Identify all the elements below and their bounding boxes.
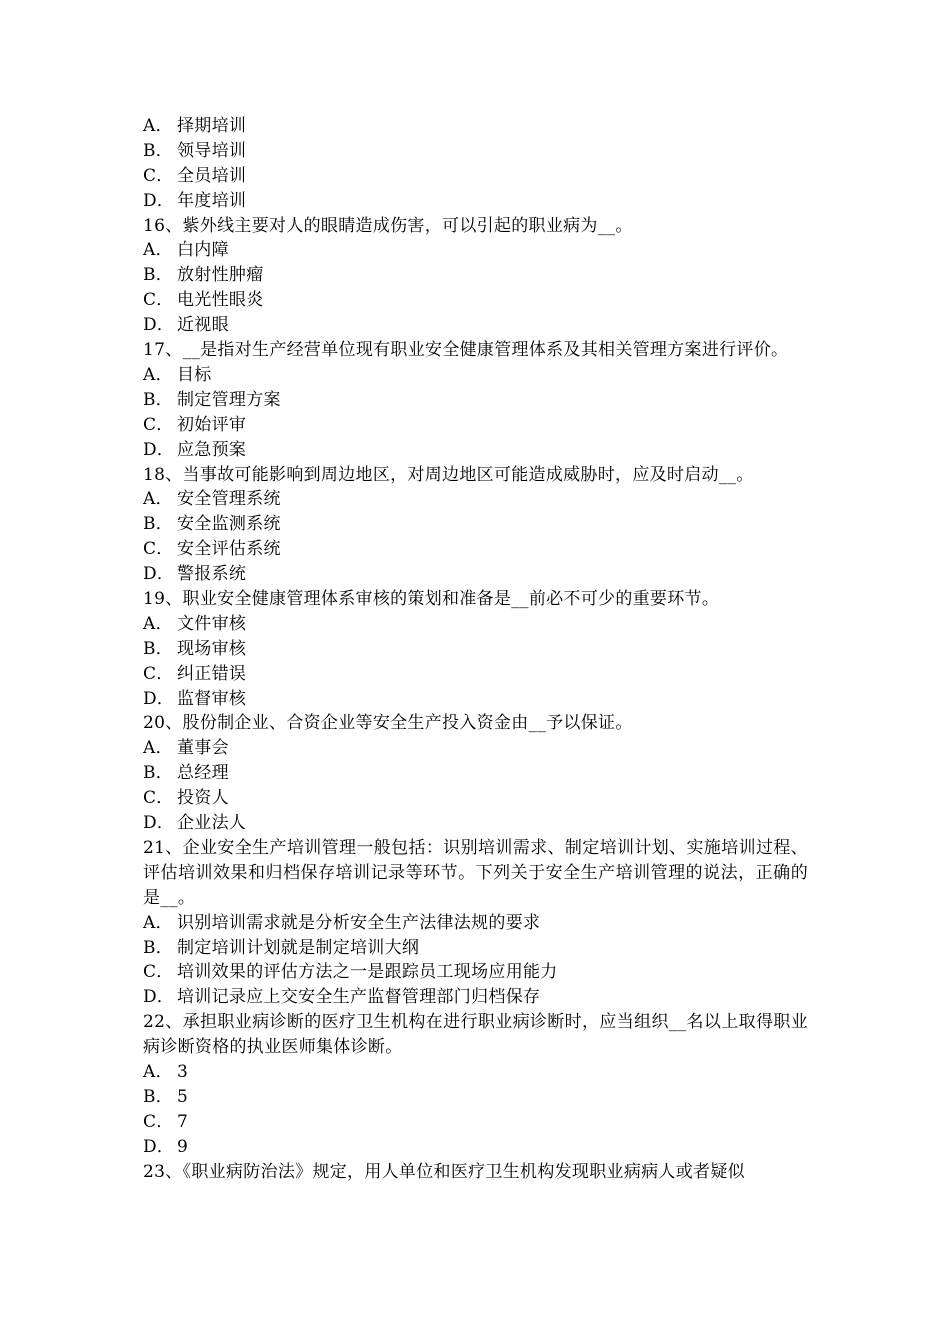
option-c bbox=[143, 288, 808, 313]
option-d bbox=[143, 1135, 808, 1160]
option-c bbox=[143, 413, 808, 438]
question-23 bbox=[143, 1160, 808, 1185]
question-19 bbox=[143, 587, 808, 711]
option-c bbox=[143, 662, 808, 687]
option-key: A． bbox=[143, 912, 173, 933]
option-key: A． bbox=[143, 613, 173, 634]
option-key: C． bbox=[143, 539, 174, 560]
option-a bbox=[143, 911, 808, 936]
question-text: 20、股份制企业、合资企业等安全生产投入资金由__予以保证。 bbox=[143, 713, 633, 734]
option-b bbox=[143, 761, 808, 786]
question-20 bbox=[143, 711, 808, 835]
option-c bbox=[143, 960, 808, 985]
option-d bbox=[143, 562, 808, 587]
option-text: 白内障 bbox=[177, 240, 229, 261]
option-key: D． bbox=[143, 1136, 175, 1157]
question-15-options bbox=[143, 114, 808, 214]
option-text: 初始评审 bbox=[177, 414, 247, 435]
option-text: 培训记录应上交安全生产监督管理部门归档保存 bbox=[177, 987, 541, 1008]
option-key: B． bbox=[143, 514, 174, 535]
option-key: A． bbox=[143, 240, 173, 261]
option-text: 制定培训计划就是制定培训大纲 bbox=[177, 937, 420, 958]
question-22 bbox=[143, 1010, 808, 1159]
option-text: 近视眼 bbox=[177, 315, 229, 336]
question-16 bbox=[143, 214, 808, 338]
option-key: A． bbox=[143, 1062, 173, 1082]
option-key: B． bbox=[143, 937, 174, 958]
option-15-b bbox=[143, 139, 808, 164]
question-text: 16、紫外线主要对人的眼睛造成伤害，可以引起的职业病为__。 bbox=[143, 215, 633, 236]
option-text: 择期培训 bbox=[177, 116, 247, 136]
option-text: 识别培训需求就是分析安全生产法律法规的要求 bbox=[177, 912, 541, 933]
option-a bbox=[143, 363, 808, 388]
option-text: 应急预案 bbox=[177, 439, 247, 460]
option-d bbox=[143, 687, 808, 712]
option-text: 培训效果的评估方法之一是跟踪员工现场应用能力 bbox=[177, 962, 558, 983]
option-d bbox=[143, 811, 808, 836]
option-15-c bbox=[143, 164, 808, 189]
option-text: 监督审核 bbox=[177, 688, 247, 709]
option-text: 企业法人 bbox=[177, 813, 247, 834]
option-d bbox=[143, 985, 808, 1010]
option-b bbox=[143, 512, 808, 537]
option-d bbox=[143, 313, 808, 338]
option-key: D． bbox=[143, 564, 175, 585]
option-key: D． bbox=[143, 315, 175, 336]
question-text: 21、企业安全生产培训管理一般包括：识别培训需求、制定培训计划、实施培训过程、评估培训效果和归档保存培训记录等环节。下列关于安全生产培训管理的说法，正确的是__。 bbox=[143, 837, 808, 908]
option-text: 总经理 bbox=[177, 763, 229, 784]
option-key: C． bbox=[143, 414, 174, 435]
option-key: C． bbox=[143, 290, 174, 311]
option-c bbox=[143, 537, 808, 562]
option-text: 9 bbox=[177, 1136, 189, 1157]
option-key: D． bbox=[143, 688, 175, 709]
option-text: 安全管理系统 bbox=[177, 489, 281, 510]
option-text: 制定管理方案 bbox=[177, 389, 281, 410]
option-text: 全员培训 bbox=[177, 165, 247, 186]
question-text: 22、承担职业病诊断的医疗卫生机构在进行职业病诊断时，应当组织__名以上取得职业病诊断资格的执业医师集体诊断。 bbox=[143, 1012, 808, 1058]
question-text: 19、职业安全健康管理体系审核的策划和准备是__前必不可少的重要环节。 bbox=[143, 588, 720, 609]
option-text: 5 bbox=[177, 1086, 189, 1107]
option-text: 电光性眼炎 bbox=[177, 290, 264, 311]
option-b bbox=[143, 936, 808, 961]
option-key: A． bbox=[143, 116, 173, 136]
option-b bbox=[143, 637, 808, 662]
option-text: 7 bbox=[177, 1111, 189, 1132]
option-text: 年度培训 bbox=[177, 190, 247, 211]
option-key: B． bbox=[143, 638, 174, 659]
option-b bbox=[143, 1085, 808, 1110]
option-key: D． bbox=[143, 987, 175, 1008]
option-text: 目标 bbox=[177, 364, 212, 385]
option-b bbox=[143, 388, 808, 413]
document-page bbox=[143, 114, 808, 1184]
option-15-a bbox=[143, 114, 808, 139]
option-key: B． bbox=[143, 265, 174, 286]
option-text: 领导培训 bbox=[177, 140, 247, 161]
option-text: 安全评估系统 bbox=[177, 539, 281, 560]
option-key: C． bbox=[143, 788, 174, 809]
option-text: 警报系统 bbox=[177, 564, 247, 585]
option-key: D． bbox=[143, 439, 175, 460]
question-18 bbox=[143, 463, 808, 587]
option-text: 放射性肿瘤 bbox=[177, 265, 264, 286]
option-a bbox=[143, 238, 808, 263]
option-text: 安全监测系统 bbox=[177, 514, 281, 535]
question-text: 17、__是指对生产经营单位现有职业安全健康管理体系及其相关管理方案进行评价。 bbox=[143, 340, 789, 361]
option-key: C． bbox=[143, 962, 174, 983]
option-key: D． bbox=[143, 813, 175, 834]
option-key: C． bbox=[143, 1111, 174, 1132]
option-key: B． bbox=[143, 140, 174, 161]
option-a bbox=[143, 487, 808, 512]
option-text: 投资人 bbox=[177, 788, 229, 809]
option-key: C． bbox=[143, 663, 174, 684]
option-key: B． bbox=[143, 389, 174, 410]
option-text: 3 bbox=[177, 1062, 189, 1082]
question-21 bbox=[143, 836, 808, 1010]
option-key: A． bbox=[143, 489, 173, 510]
question-17 bbox=[143, 338, 808, 462]
option-text: 现场审核 bbox=[177, 638, 247, 659]
question-text: 18、当事故可能影响到周边地区，对周边地区可能造成威胁时，应及时启动__。 bbox=[143, 464, 754, 485]
question-text: 23、《职业病防治法》规定，用人单位和医疗卫生机构发现职业病病人或者疑似 bbox=[143, 1161, 745, 1182]
option-a bbox=[143, 736, 808, 761]
option-c bbox=[143, 786, 808, 811]
option-key: B． bbox=[143, 1086, 174, 1107]
option-key: D． bbox=[143, 190, 175, 211]
option-a bbox=[143, 1060, 808, 1085]
option-15-d bbox=[143, 189, 808, 214]
option-d bbox=[143, 438, 808, 463]
option-key: A． bbox=[143, 738, 173, 759]
option-b bbox=[143, 263, 808, 288]
option-key: A． bbox=[143, 364, 173, 385]
option-key: C． bbox=[143, 165, 174, 186]
option-text: 纠正错误 bbox=[177, 663, 247, 684]
option-c bbox=[143, 1110, 808, 1135]
option-a bbox=[143, 612, 808, 637]
option-key: B． bbox=[143, 763, 174, 784]
option-text: 董事会 bbox=[177, 738, 229, 759]
option-text: 文件审核 bbox=[177, 613, 247, 634]
